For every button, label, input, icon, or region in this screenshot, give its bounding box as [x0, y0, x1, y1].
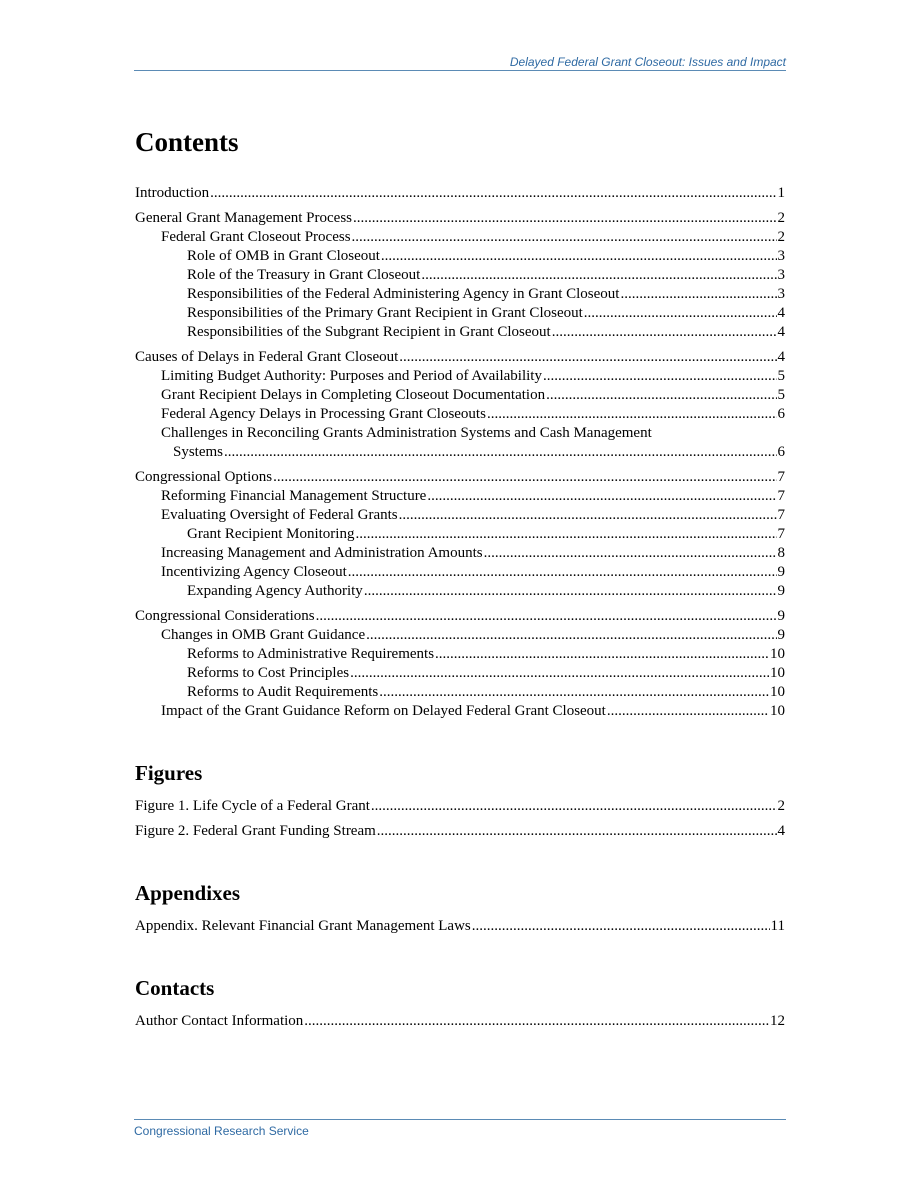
toc-entry-title: Changes in OMB Grant Guidance	[161, 627, 366, 643]
dot-leader	[316, 607, 777, 626]
toc-entry-page: 9	[777, 564, 785, 580]
toc-entry-title: Role of the Treasury in Grant Closeout	[187, 267, 421, 283]
toc-entry-title: Congressional Options	[135, 469, 273, 485]
appendixes-heading: Appendixes	[135, 881, 241, 905]
toc-entry[interactable]	[135, 607, 785, 626]
toc-entry-page: 5	[777, 387, 785, 403]
running-header	[134, 55, 786, 71]
toc-entry-page: 10	[770, 665, 785, 681]
dot-leader	[399, 348, 776, 367]
toc-entry-title: Reforms to Administrative Requirements	[187, 646, 435, 662]
dot-leader	[273, 468, 776, 487]
dot-leader	[210, 184, 776, 203]
toc-entry[interactable]	[135, 209, 785, 228]
toc-entry-title: Responsibilities of the Primary Grant Recipient in Grant Closeout	[187, 305, 583, 321]
toc-entry[interactable]	[135, 506, 785, 525]
toc-entry-page: 1	[777, 185, 785, 201]
toc-entry[interactable]	[135, 664, 785, 683]
dot-leader	[543, 367, 777, 386]
toc-entry-page: 12	[770, 1013, 785, 1029]
dot-leader	[381, 247, 777, 266]
toc-entry-page: 6	[777, 444, 785, 460]
toc-entry[interactable]	[135, 563, 785, 582]
toc-entry[interactable]	[135, 702, 785, 721]
toc-entry[interactable]	[135, 1012, 785, 1031]
contents-list	[135, 184, 785, 721]
dot-leader	[546, 386, 776, 405]
toc-entry-page: 5	[777, 368, 785, 384]
dot-leader	[352, 228, 777, 247]
toc-entry[interactable]	[135, 405, 785, 424]
toc-entry-title: Figure 1. Life Cycle of a Federal Grant	[135, 798, 370, 814]
running-footer	[134, 1119, 786, 1138]
toc-entry[interactable]	[135, 582, 785, 601]
toc-entry-title: Expanding Agency Authority	[187, 583, 363, 599]
toc-entry-title: Reforming Financial Management Structure	[161, 488, 427, 504]
toc-entry-title: Challenges in Reconciling Grants Administration Systems and Cash Management	[161, 425, 652, 441]
toc-entry-title: Impact of the Grant Guidance Reform on Delayed Federal Grant Closeout	[161, 703, 606, 719]
toc-entry-page: 4	[777, 305, 785, 321]
toc-entry[interactable]	[135, 645, 785, 664]
toc-entry-title: Grant Recipient Delays in Completing Closeout Documentation	[161, 387, 546, 403]
contacts-list	[135, 1012, 785, 1031]
toc-entry[interactable]	[135, 367, 785, 386]
toc-entry-page: 9	[777, 608, 785, 624]
toc-entry[interactable]	[135, 386, 785, 405]
toc-entry-title: Increasing Management and Administration Amounts	[161, 545, 483, 561]
toc-entry-page: 4	[777, 349, 785, 365]
toc-entry-title: Federal Agency Delays in Processing Grant Closeouts	[161, 406, 486, 422]
toc-entry-page: 7	[777, 526, 785, 542]
toc-entry-page: 10	[770, 684, 785, 700]
toc-entry[interactable]	[135, 544, 785, 563]
toc-entry-title: Role of OMB in Grant Closeout	[187, 248, 380, 264]
toc-entry-page: 7	[777, 507, 785, 523]
toc-entry[interactable]	[135, 626, 785, 645]
toc-entry-page: 3	[777, 248, 785, 264]
toc-entry-page: 2	[777, 229, 785, 245]
dot-leader	[304, 1012, 769, 1031]
dot-leader	[366, 626, 776, 645]
toc-entry-title: Grant Recipient Monitoring	[187, 526, 355, 542]
toc-entry-page: 6	[777, 406, 785, 422]
toc-entry-page: 11	[770, 918, 785, 934]
toc-entry-title: Evaluating Oversight of Federal Grants	[161, 507, 398, 523]
toc-entry-title: Federal Grant Closeout Process	[161, 229, 351, 245]
toc-entry-page: 8	[777, 545, 785, 561]
toc-entry-title-continued: Systems	[173, 444, 224, 460]
dot-leader	[487, 405, 777, 424]
figures-heading: Figures	[135, 761, 203, 785]
toc-entry-page: 2	[777, 210, 785, 226]
toc-entry[interactable]	[135, 304, 785, 323]
toc-entry-page: 7	[777, 488, 785, 504]
figures-list	[135, 797, 785, 841]
toc-entry[interactable]	[135, 525, 785, 544]
contents-heading: Contents	[135, 127, 239, 157]
toc-entry[interactable]	[135, 228, 785, 247]
toc-entry[interactable]	[135, 683, 785, 702]
toc-entry[interactable]	[135, 323, 785, 342]
dot-leader	[379, 683, 769, 702]
appendixes-list	[135, 917, 785, 936]
dot-leader	[350, 664, 769, 683]
toc-entry[interactable]	[135, 285, 785, 304]
toc-entry-page: 3	[777, 267, 785, 283]
dot-leader	[364, 582, 777, 601]
dot-leader	[355, 525, 776, 544]
dot-leader	[224, 443, 776, 462]
dot-leader	[371, 797, 777, 816]
toc-entry-continuation	[161, 443, 785, 462]
toc-entry-page: 10	[770, 703, 785, 719]
dot-leader	[399, 506, 777, 525]
dot-leader	[353, 209, 776, 228]
toc-entry-page: 10	[770, 646, 785, 662]
toc-entry[interactable]	[135, 797, 785, 816]
toc-entry-title: Incentivizing Agency Closeout	[161, 564, 347, 580]
toc-entry-title: Figure 2. Federal Grant Funding Stream	[135, 823, 376, 839]
dot-leader	[607, 702, 769, 721]
toc-entry[interactable]	[135, 247, 785, 266]
dot-leader	[472, 917, 770, 936]
toc-entry-title: Reforms to Audit Requirements	[187, 684, 379, 700]
dot-leader	[584, 304, 777, 323]
footer-publisher: Congressional Research Service	[134, 1124, 309, 1138]
toc-entry[interactable]	[135, 266, 785, 285]
dot-leader	[377, 822, 777, 841]
dot-leader	[620, 285, 776, 304]
toc-entry-page: 7	[777, 469, 785, 485]
dot-leader	[484, 544, 777, 563]
toc-entry-title: Reforms to Cost Principles	[187, 665, 350, 681]
toc-entry[interactable]	[135, 822, 785, 841]
toc-entry[interactable]	[135, 348, 785, 367]
toc-entry-page: 2	[777, 798, 785, 814]
toc-entry[interactable]	[135, 184, 785, 203]
toc-entry-page: 4	[777, 823, 785, 839]
toc-entry-title: General Grant Management Process	[135, 210, 353, 226]
toc-entry[interactable]	[135, 917, 785, 936]
dot-leader	[421, 266, 776, 285]
dot-leader	[552, 323, 777, 342]
toc-entry-title: Causes of Delays in Federal Grant Closeout	[135, 349, 399, 365]
toc-entry-page: 4	[777, 324, 785, 340]
toc-entry-page: 3	[777, 286, 785, 302]
contacts-heading: Contacts	[135, 976, 215, 1000]
dot-leader	[427, 487, 776, 506]
toc-entry[interactable]	[135, 487, 785, 506]
toc-entry-title: Congressional Considerations	[135, 608, 315, 624]
dot-leader	[348, 563, 777, 582]
toc-entry-title: Limiting Budget Authority: Purposes and Period of Availability	[161, 368, 542, 384]
toc-entry[interactable]	[135, 468, 785, 487]
running-header-title: Delayed Federal Grant Closeout: Issues and Impact	[509, 55, 786, 69]
toc-entry-title: Appendix. Relevant Financial Grant Management Laws	[135, 918, 471, 934]
toc-entry-page: 9	[777, 627, 785, 643]
toc-entry[interactable]	[135, 424, 785, 462]
toc-entry-title: Responsibilities of the Federal Administering Agency in Grant Closeout	[187, 286, 620, 302]
toc-entry-title: Introduction	[135, 185, 210, 201]
toc-entry-title: Author Contact Information	[135, 1013, 304, 1029]
table-of-contents-page	[135, 124, 785, 1031]
toc-entry-title: Responsibilities of the Subgrant Recipient in Grant Closeout	[187, 324, 551, 340]
dot-leader	[435, 645, 769, 664]
toc-entry-page: 9	[777, 583, 785, 599]
